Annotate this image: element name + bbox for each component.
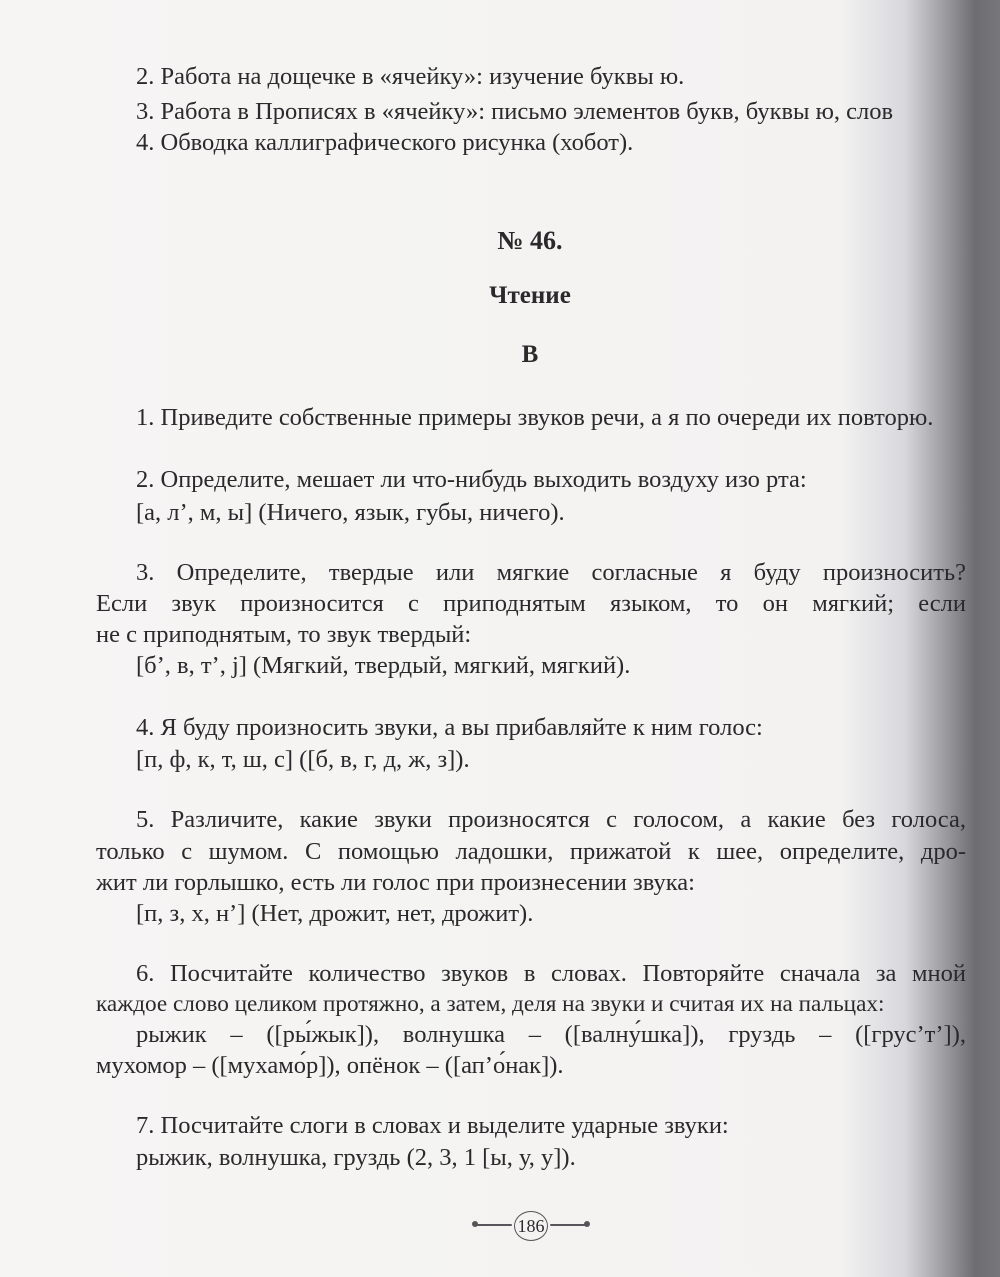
top-item-3: 3. Работа в Прописях в «ячейку»: письмо элементов букв, буквы ю, слов [136, 98, 894, 125]
task-2-line-2: [а, л’, м, ы] (Ничего, язык, губы, ничего). [136, 499, 565, 526]
task-6-line-1: 6. Посчитайте количество звуков в словах. Повторяйте сначала за мной [136, 960, 966, 987]
task-5-line-1: 5. Различите, какие звуки произносятся с голосом, а какие без голоса, [136, 806, 966, 833]
task-4-line-1: 4. Я буду произносить звуки, а вы прибавляйте к ним голос: [136, 714, 763, 741]
top-item-4: 4. Обводка каллиграфического рисунка (хобот). [136, 129, 634, 156]
task-4-line-2: [п, ф, к, т, ш, с] ([б, в, г, д, ж, з]). [136, 746, 470, 773]
top-item-2: 2. Работа на дощечке в «ячейку»: изучение буквы ю. [136, 63, 685, 90]
task-3-line-3: не с приподнятым, то звук твердый: [96, 621, 472, 648]
task-2-line-1: 2. Определите, мешает ли что-нибудь выходить воздуху изо рта: [136, 466, 807, 493]
task-6-line-3: рыжик – ([ры́жык]), волнушка – ([валну́шка]), груздь – ([грус’т’]), [136, 1021, 966, 1048]
task-5-line-4: [п, з, х, н’] (Нет, дрожит, нет, дрожит). [136, 900, 534, 927]
page-number: 186 [514, 1211, 548, 1241]
task-1: 1. Приведите собственные примеры звуков речи, а я по очереди их повторю. [136, 404, 934, 431]
task-6-line-4: мухомор – ([мухамо́р]), опёнок – ([ап’о́нак]). [96, 1052, 564, 1079]
ornament-right [550, 1224, 586, 1226]
section-title: Чтение [489, 282, 571, 309]
task-7-line-1: 7. Посчитайте слоги в словах и выделите ударные звуки: [136, 1112, 729, 1139]
ornament-left [476, 1224, 512, 1226]
task-7-line-2: рыжик, волнушка, груздь (2, 3, 1 [ы, у, у]). [136, 1144, 576, 1171]
lesson-heading: № 46. [497, 226, 563, 255]
task-5-line-2: только с шумом. С помощью ладошки, прижатой к шее, определите, дро- [96, 838, 966, 865]
task-6-line-2: каждое слово целиком протяжно, а затем, деля на звуки и считая их на пальцах: [96, 991, 885, 1017]
task-3-line-1: 3. Определите, твердые или мягкие согласные я буду произносить? [136, 559, 966, 586]
subsection-letter: В [521, 341, 539, 368]
task-3-line-2: Если звук произносится с приподнятым языком, то он мягкий; если [96, 590, 966, 617]
page-number-ornament [470, 1210, 590, 1244]
task-3-line-4: [б’, в, т’, j] (Мягкий, твердый, мягкий, мягкий). [136, 652, 631, 679]
task-5-line-3: жит ли горлышко, есть ли голос при произнесении звука: [96, 869, 695, 896]
